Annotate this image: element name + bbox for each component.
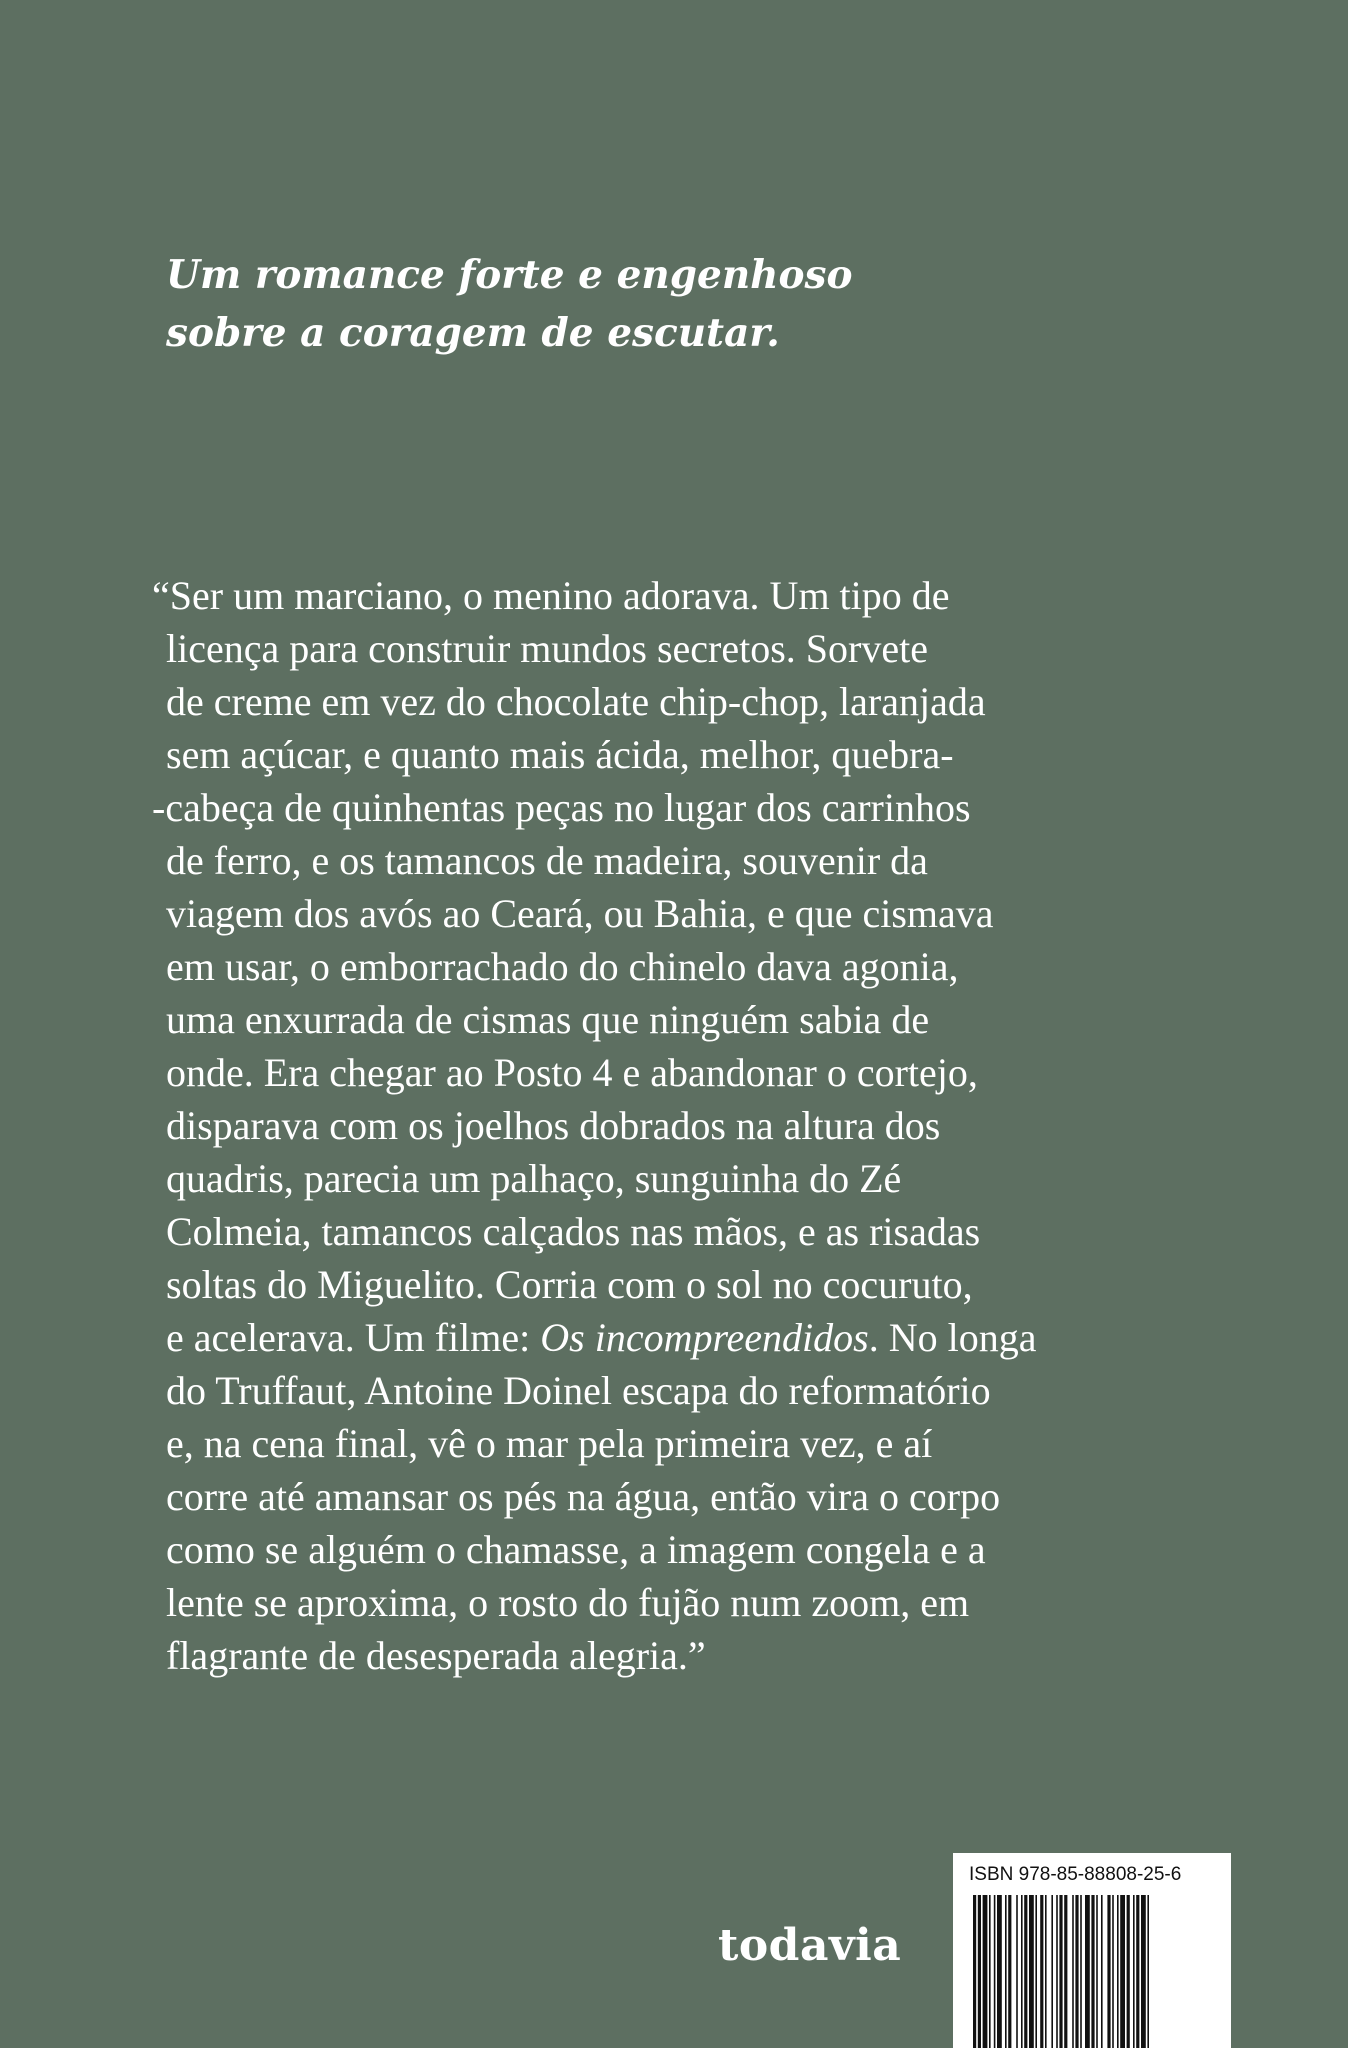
excerpt-line: viagem dos avós ao Ceará, ou Bahia, e que cismava (166, 891, 994, 936)
excerpt-line: e, na cena final, vê o mar pela primeira vez, e aí (166, 1421, 933, 1466)
excerpt-line: do Truffaut, Antoine Doinel escapa do reformatório (166, 1368, 991, 1413)
barcode-bar (1021, 1895, 1023, 2048)
barcode-bar (1029, 1895, 1034, 2048)
excerpt-line: corre até amansar os pés na água, então vira o corpo (166, 1474, 1001, 1519)
barcode-bar (978, 1895, 981, 2048)
barcode-bar (983, 1895, 988, 2048)
excerpt-line: “Ser um marciano, o menino adorava. Um tipo de (152, 573, 950, 618)
excerpt-text: . No longa (868, 1315, 1037, 1360)
barcode-bar (1091, 1895, 1094, 2048)
barcode-panel (953, 1853, 1231, 2048)
barcode-bar (973, 1895, 976, 2048)
barcode-bar (1141, 1895, 1146, 2048)
excerpt-line: disparava com os joelhos dobrados na altura dos (166, 1103, 941, 1148)
barcode-bar (989, 1895, 991, 2048)
tagline (166, 246, 1066, 362)
excerpt-line: sem açúcar, e quanto mais ácida, melhor, quebra- (166, 732, 954, 777)
barcode-bar (1085, 1895, 1090, 2048)
barcode-bar (997, 1895, 1002, 2048)
barcode-bar (1133, 1895, 1135, 2048)
barcode-bar (1040, 1895, 1043, 2048)
barcode-bar (1005, 1895, 1007, 2048)
barcode-bar (1136, 1895, 1139, 2048)
excerpt-line: Colmeia, tamancos calçados nas mãos, e as risadas (166, 1209, 981, 1254)
barcode-bar (1096, 1895, 1098, 2048)
barcode-bar (1127, 1895, 1130, 2048)
barcode-bar (1035, 1895, 1037, 2048)
barcode-graphic (973, 1895, 1213, 2048)
barcode-bar (1112, 1895, 1114, 2048)
barcode-bar (1056, 1895, 1058, 2048)
excerpt-line: flagrante de desesperada alegria.” (166, 1633, 706, 1678)
excerpt-line: licença para construir mundos secretos. Sorvete (166, 626, 928, 671)
excerpt-line: -cabeça de quinhentas peças no lugar dos carrinhos (152, 785, 971, 830)
barcode-bar (1147, 1895, 1149, 2048)
tagline-line: Um romance forte e engenhoso (166, 252, 853, 298)
tagline-line: sobre a coragem de escutar. (166, 310, 780, 356)
excerpt-line: de ferro, e os tamancos de madeira, souvenir da (166, 838, 928, 883)
excerpt-line: como se alguém o chamasse, a imagem congela e a (166, 1527, 986, 1572)
isbn-label: ISBN 978-85-88808-25-6 (969, 1864, 1182, 1885)
barcode-bar (1072, 1895, 1074, 2048)
barcode-bar (1120, 1895, 1125, 2048)
excerpt-text: e acelerava. Um filme: (166, 1315, 541, 1360)
barcode-bar (1016, 1895, 1018, 2048)
excerpt-line: quadris, parecia um palhaço, sunguinha do Zé (166, 1156, 902, 1201)
book-excerpt (152, 569, 1176, 1682)
barcode-bar (1117, 1895, 1119, 2048)
excerpt-line: uma enxurrada de cismas que ninguém sabia de (166, 997, 930, 1042)
barcode-bar (1008, 1895, 1011, 2048)
barcode-bar (1075, 1895, 1078, 2048)
barcode-bar (1064, 1895, 1067, 2048)
excerpt-line (166, 1311, 1176, 1364)
barcode-bar (1080, 1895, 1082, 2048)
barcode-bar (1045, 1895, 1047, 2048)
excerpt-line: de creme em vez do chocolate chip-chop, laranjada (166, 679, 986, 724)
barcode-bar (994, 1895, 996, 2048)
excerpt-line: onde. Era chegar ao Posto 4 e abandonar o cortejo, (166, 1050, 978, 1095)
barcode-bar (1107, 1895, 1110, 2048)
barcode-bar (1051, 1895, 1053, 2048)
excerpt-line: em usar, o emborrachado do chinelo dava agonia, (166, 944, 959, 989)
barcode-bar (1059, 1895, 1062, 2048)
excerpt-line: lente se aproxima, o rosto do fujão num zoom, em (166, 1580, 970, 1625)
film-title: Os incompreendidos (540, 1315, 869, 1360)
barcode-bar (1024, 1895, 1027, 2048)
publisher-logo: todavia (718, 1920, 902, 1971)
excerpt-line: soltas do Miguelito. Corria com o sol no cocuruto, (166, 1262, 973, 1307)
barcode-bar (1101, 1895, 1103, 2048)
